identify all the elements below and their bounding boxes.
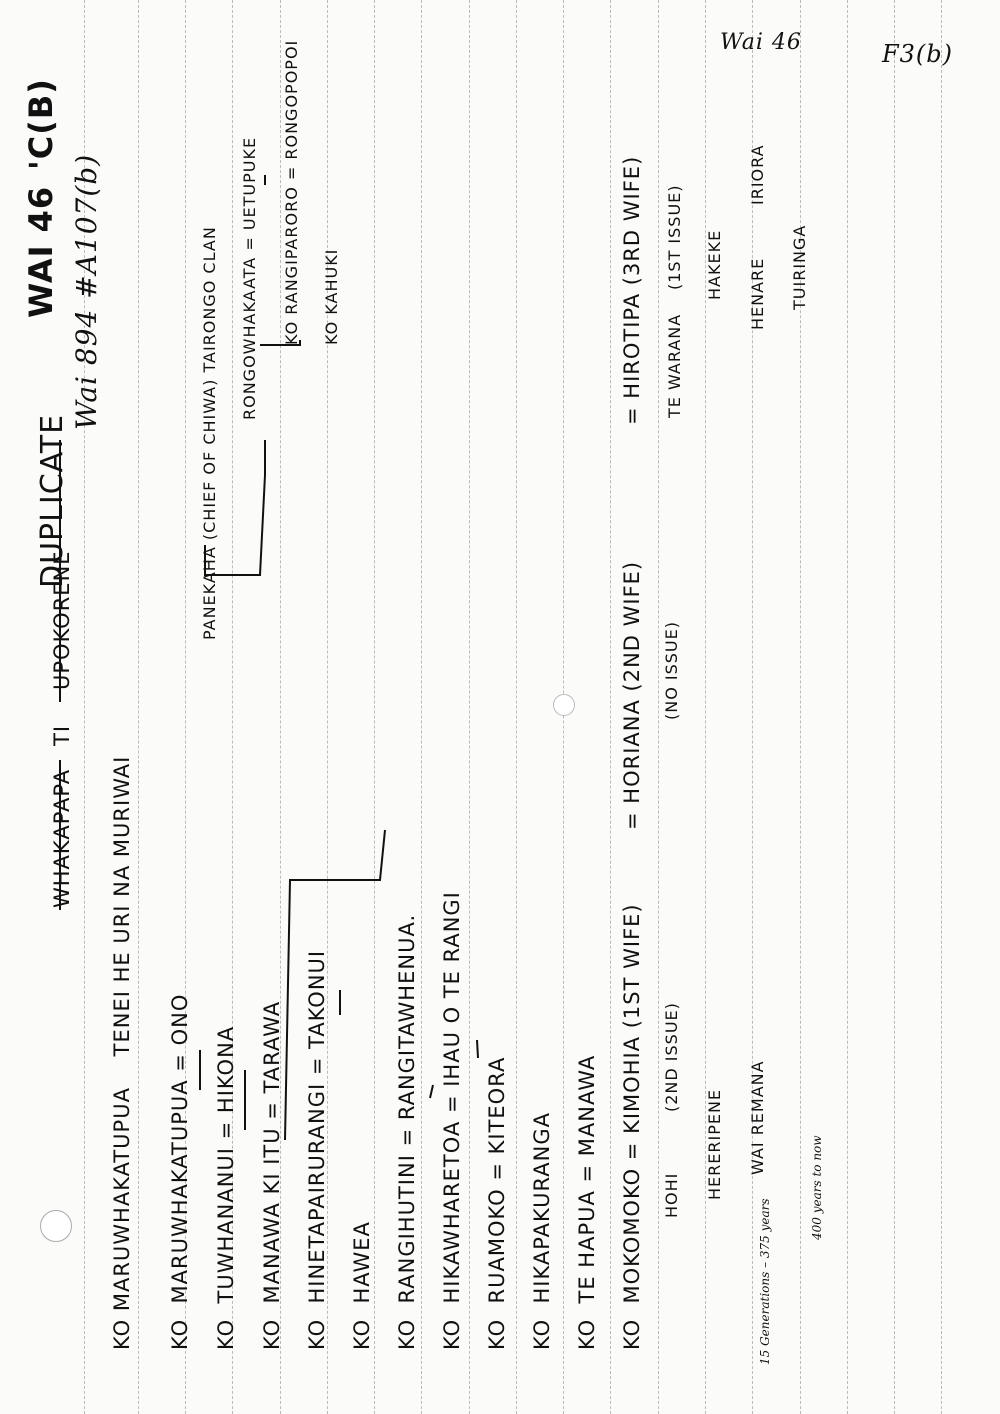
page-title: WHAKAPAPA TI xyxy=(50,724,74,908)
lineage-row: KO HIKAWHARETOA = IHAU O TE RANGI xyxy=(440,891,464,1350)
child-name: HAKEKE xyxy=(705,229,724,300)
issue-note: (NO ISSUE) xyxy=(662,621,681,720)
lineage-row: KO HINETAPAIRURANGI = TAKONUI xyxy=(305,949,329,1350)
duplicate-stamp: DUPLICATE xyxy=(35,413,70,588)
child-name: TUIRINGA xyxy=(790,224,809,310)
chief-entry: KO RANGIPARORO = RONGOPOPOI xyxy=(282,39,301,345)
lineage-row: KO HAWEA xyxy=(350,1221,374,1350)
issue-note: (2ND ISSUE) xyxy=(662,1002,681,1112)
child-name: WAI REMANA xyxy=(748,1060,767,1175)
title-tail: UPOKORENE xyxy=(50,550,74,690)
child-name: HOHI xyxy=(662,1172,681,1218)
child-name: IRIORA xyxy=(748,144,767,205)
corner-wai-label: Wai 46 xyxy=(720,30,802,55)
issue-note: (1ST ISSUE) xyxy=(665,184,684,290)
child-name: HENARE xyxy=(748,257,767,330)
child-name: TE WARANA xyxy=(665,313,684,418)
wai-stamp-code: 'C(B) xyxy=(22,78,60,170)
lineage-row: KO MOKOMOKO = KIMOHIA (1ST WIFE) xyxy=(620,903,644,1350)
lineage-row: KO RANGIHUTINI = RANGITAWHENUA. xyxy=(395,913,419,1350)
lineage-row: KO RUAMOKO = KITEORA xyxy=(485,1056,509,1350)
archive-reference: Wai 894 #A107(b) xyxy=(70,153,103,430)
generations-note: 15 Generations – 375 years xyxy=(758,1198,772,1365)
wife-entry: = HORIANA (2ND WIFE) xyxy=(620,560,644,830)
generations-note: 400 years to now xyxy=(810,1135,824,1240)
chief-entry: PANEKAHA (CHIEF OF CHIWA) TAIRONGO CLAN xyxy=(200,226,219,640)
wife-entry: = HIROTIPA (3RD WIFE) xyxy=(620,155,644,425)
subtitle-row: KO MARUWHAKATUPUA TENEI HE URI NA MURIWAI xyxy=(110,755,134,1350)
lineage-row: KO HIKAPAKURANGA xyxy=(530,1112,554,1350)
lineage-row: KO TUWHANANUI = HIKONA xyxy=(214,1025,238,1350)
lineage-row: KO TE HAPUA = MANAWA xyxy=(575,1054,599,1350)
chief-entry: RONGOWHAKAATA = UETUPUKE xyxy=(240,136,259,420)
wai-stamp: WAI 46 xyxy=(22,185,60,318)
child-name: HERERIPENE xyxy=(705,1088,724,1200)
lineage-row: KO MANAWA KI ITU = TARAWA xyxy=(260,1000,284,1350)
corner-code-label: F3(b) xyxy=(882,40,954,68)
lineage-row: KO MARUWHAKATUPUA = ONO xyxy=(168,993,192,1350)
chief-entry: KO KAHUKI xyxy=(322,248,341,345)
